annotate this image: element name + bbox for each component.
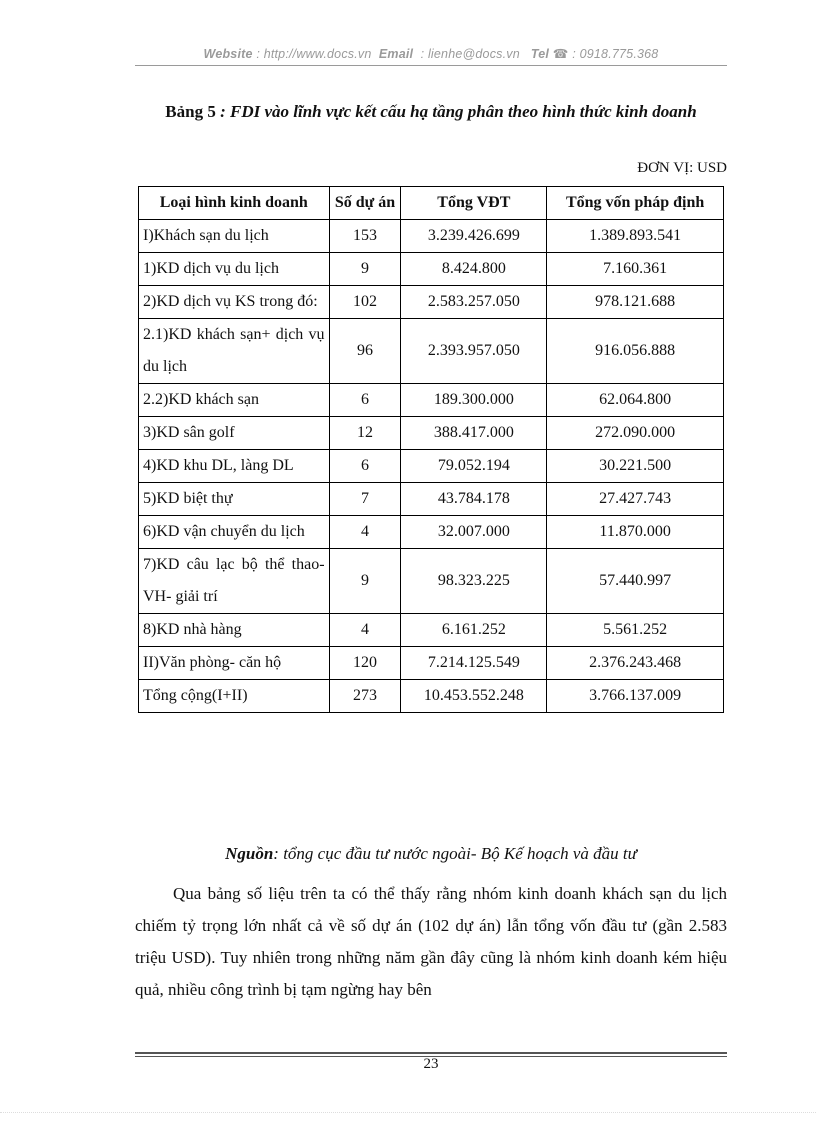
cell-business-type: 3)KD sân golf <box>139 417 330 450</box>
table-title <box>135 94 727 129</box>
cell-total-investment: 2.393.957.050 <box>401 319 547 384</box>
header-total-investment: Tổng VĐT <box>401 187 547 220</box>
cell-project-count: 6 <box>329 450 401 483</box>
cell-business-type: 2.1)KD khách sạn+ dịch vụ du lịch <box>139 319 330 384</box>
table-row <box>139 384 724 417</box>
cell-business-type: 8)KD nhà hàng <box>139 614 330 647</box>
cell-project-count: 120 <box>329 647 401 680</box>
tel-label: Tel <box>530 47 550 61</box>
website-url[interactable]: : http://www.docs.vn <box>256 47 372 61</box>
cell-business-type: Tổng cộng(I+II) <box>139 680 330 713</box>
cell-project-count: 12 <box>329 417 401 450</box>
cell-total-investment: 7.214.125.549 <box>401 647 547 680</box>
source-text: : tổng cục đầu tư nước ngoài- Bộ Kế hoạch và đầu tư <box>273 844 637 863</box>
page-number: 23 <box>423 1056 439 1072</box>
source-note <box>135 844 727 864</box>
body-paragraph: Qua bảng số liệu trên ta có thể thấy rằng nhóm kinh doanh khách sạn du lịch chiếm tỷ trọng lớn nhất cả về số dự án (102 dự án) lẫn tổng vốn đầu tư (gần 2.583 triệu USD). Tuy nhiên trong những năm gần đây cũng là nhóm kinh doanh kém hiệu quả, nhiều công trình bị tạm ngừng hay bên <box>135 884 727 999</box>
cell-legal-capital: 916.056.888 <box>547 319 724 384</box>
email-address[interactable]: : lienhe@docs.vn <box>420 47 520 61</box>
cell-business-type: II)Văn phòng- căn hộ <box>139 647 330 680</box>
header-legal-capital: Tổng vốn pháp định <box>547 187 724 220</box>
cell-total-investment: 388.417.000 <box>401 417 547 450</box>
cell-total-investment: 10.453.552.248 <box>401 680 547 713</box>
source-label: Nguồn <box>225 844 274 863</box>
cell-total-investment: 79.052.194 <box>401 450 547 483</box>
table-row <box>139 220 724 253</box>
cell-total-investment: 98.323.225 <box>401 549 547 614</box>
header-project-count: Số dự án <box>329 187 401 220</box>
header-business-type: Loại hình kinh doanh <box>139 187 330 220</box>
cell-project-count: 102 <box>329 286 401 319</box>
table-title-prefix: Bảng 5 <box>165 102 216 121</box>
tel-number: ☎ : 0918.775.368 <box>552 47 659 61</box>
table-row <box>139 549 724 614</box>
header-rule <box>135 65 727 66</box>
table-row <box>139 647 724 680</box>
cell-total-investment: 6.161.252 <box>401 614 547 647</box>
cell-project-count: 7 <box>329 483 401 516</box>
table-title-text: : FDI vào lĩnh vực kết cấu hạ tầng phân theo hình thức kinh doanh <box>220 102 697 121</box>
cell-legal-capital: 27.427.743 <box>547 483 724 516</box>
cell-legal-capital: 62.064.800 <box>547 384 724 417</box>
cell-project-count: 4 <box>329 614 401 647</box>
cell-business-type: 7)KD câu lạc bộ thể thao- VH- giải trí <box>139 549 330 614</box>
cell-total-investment: 2.583.257.050 <box>401 286 547 319</box>
cell-legal-capital: 2.376.243.468 <box>547 647 724 680</box>
email-label: Email <box>378 47 414 61</box>
page-header <box>135 46 727 61</box>
table-row <box>139 516 724 549</box>
cell-business-type: 1)KD dịch vụ du lịch <box>139 253 330 286</box>
cell-project-count: 6 <box>329 384 401 417</box>
table-row <box>139 417 724 450</box>
footer-rule <box>135 1052 727 1054</box>
table-header-row <box>139 187 724 220</box>
cell-business-type: 5)KD biệt thự <box>139 483 330 516</box>
cell-legal-capital: 978.121.688 <box>547 286 724 319</box>
cell-legal-capital: 57.440.997 <box>547 549 724 614</box>
cell-business-type: 4)KD khu DL, làng DL <box>139 450 330 483</box>
cell-legal-capital: 30.221.500 <box>547 450 724 483</box>
cell-legal-capital: 7.160.361 <box>547 253 724 286</box>
cell-project-count: 273 <box>329 680 401 713</box>
cell-legal-capital: 5.561.252 <box>547 614 724 647</box>
website-label: Website <box>203 47 253 61</box>
cell-business-type: 2)KD dịch vụ KS trong đó: <box>139 286 330 319</box>
cell-project-count: 96 <box>329 319 401 384</box>
cell-legal-capital: 3.766.137.009 <box>547 680 724 713</box>
fdi-table <box>138 186 724 713</box>
cell-project-count: 9 <box>329 549 401 614</box>
table-row <box>139 483 724 516</box>
cell-total-investment: 32.007.000 <box>401 516 547 549</box>
cell-total-investment: 3.239.426.699 <box>401 220 547 253</box>
table-row <box>139 680 724 713</box>
cell-business-type: I)Khách sạn du lịch <box>139 220 330 253</box>
cell-legal-capital: 272.090.000 <box>547 417 724 450</box>
unit-label: ĐƠN VỊ: USD <box>637 160 727 176</box>
table-row <box>139 253 724 286</box>
cell-business-type: 6)KD vận chuyển du lịch <box>139 516 330 549</box>
cell-total-investment: 8.424.800 <box>401 253 547 286</box>
cell-project-count: 4 <box>329 516 401 549</box>
table-body <box>139 220 724 713</box>
cell-project-count: 9 <box>329 253 401 286</box>
table-row <box>139 319 724 384</box>
table-row <box>139 286 724 319</box>
table-row <box>139 614 724 647</box>
cell-legal-capital: 1.389.893.541 <box>547 220 724 253</box>
cell-project-count: 153 <box>329 220 401 253</box>
page-edge <box>0 1112 816 1113</box>
cell-total-investment: 43.784.178 <box>401 483 547 516</box>
cell-total-investment: 189.300.000 <box>401 384 547 417</box>
cell-business-type: 2.2)KD khách sạn <box>139 384 330 417</box>
table-row <box>139 450 724 483</box>
cell-legal-capital: 11.870.000 <box>547 516 724 549</box>
